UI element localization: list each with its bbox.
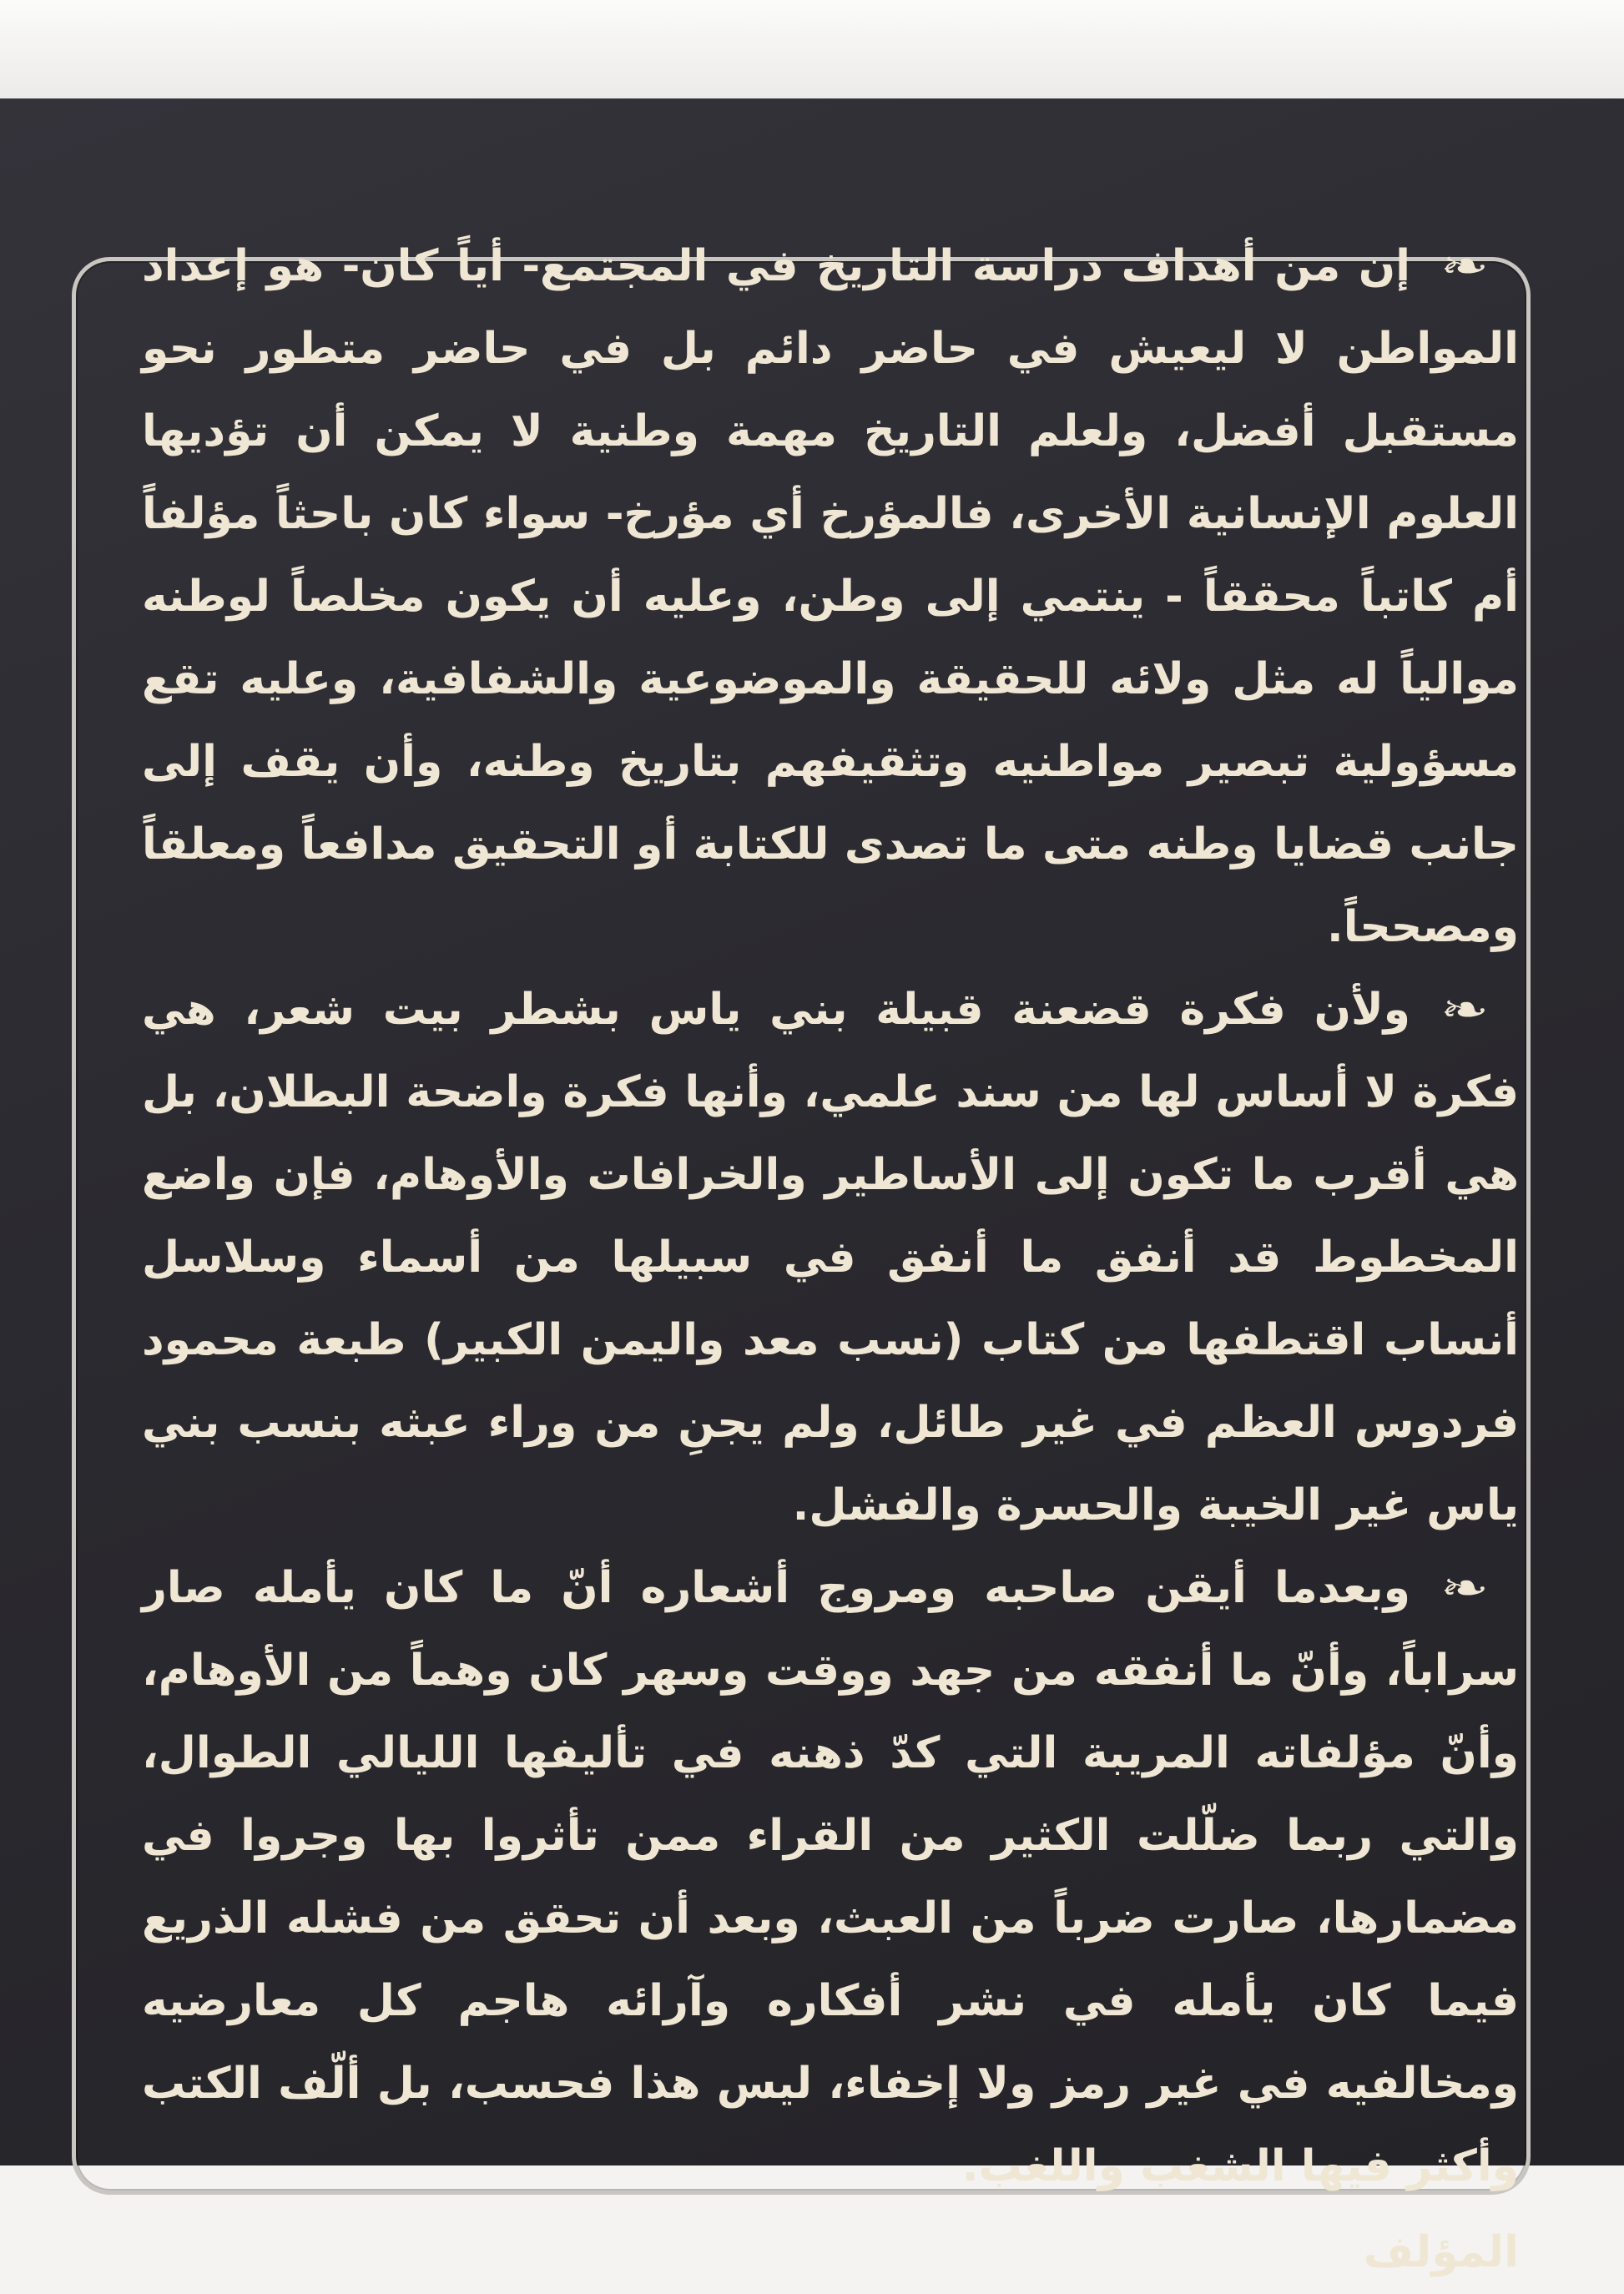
ornament-icon: ❧ [1440, 1564, 1490, 1612]
background-surface [0, 0, 1624, 98]
paragraph-3-text: وبعدما أيقن صاحبه ومروج أشعاره أنّ ما كان يأمله صار سراباً، وأنّ ما أنفقه من جهد ووقت وسهر كان وهماً من الأوهام، وأنّ مؤلفاته المريبة التي كدّ ذهنه في تأليفها الليالي الطوال، والتي ربما ضلّلت الكثير من القراء ممن تأثروا بها وجروا في مضمارها، صارت ضرباً من العبث، وبعد أن تحقق من فشله الذريع فيما كان يأمله في نشر أفكاره وآرائه هاجم كل معارضيه ومخالفيه في غير رمز ولا إخفاء، ليس هذا فحسب، بل ألّف الكتب وأكثر فيها الشغب واللغب. [142, 1563, 1519, 2191]
paragraph-2-text: ولأن فكرة قضعنة قبيلة بني ياس بشطر بيت شعر، هي فكرة لا أساس لها من سند علمي، وأنها فكرة واضحة البطلان، بل هي أقرب ما تكون إلى الأساطير والخرافات والأوهام، فإن واضع المخطوط قد أنفق ما أنفق في سبيلها من أسماء وسلاسل أنساب اقتطفها من كتاب (نسب معد واليمن الكبير) طبعة محمود فردوس العظم في غير طائل، ولم يجنِ من وراء عبثه بنسب بني ياس غير الخيبة والحسرة والفشل. [142, 985, 1519, 1530]
ornament-icon: ❧ [1440, 242, 1490, 290]
paragraph-3-lead [1410, 1547, 1519, 1630]
paragraph-2 [142, 969, 1519, 1547]
author-signature: المؤلف [1363, 2227, 1519, 2277]
paragraph-2-lead [1410, 969, 1519, 1051]
paragraph-1-lead [1410, 225, 1519, 308]
ornament-icon: ❧ [1440, 986, 1490, 1034]
paragraph-3 [142, 1547, 1519, 2208]
paragraph-1-text: إن من أهداف دراسة التاريخ في المجتمع- أياً كان- هو إعداد المواطن لا ليعيش في حاضر دائم بل في حاضر متطور نحو مستقبل أفضل، ولعلم التاريخ مهمة وطنية لا يمكن أن تؤديها العلوم الإنسانية الأخرى، فالمؤرخ أي مؤرخ- سواء كان باحثاً مؤلفاً أم كاتباً محققاً - ينتمي إلى وطن، وعليه أن يكون مخلصاً لوطنه موالياً له مثل ولائه للحقيقة والموضوعية والشفافية، وعليه تقع مسؤولية تبصير مواطنيه وتثقيفهم بتاريخ وطنه، وأن يقف إلى جانب قضايا وطنه متى ما تصدى للكتابة أو التحقيق مدافعاً ومعلقاً ومصححاً. [142, 241, 1519, 952]
paragraph-1 [142, 225, 1519, 969]
cover-text [142, 225, 1519, 2294]
